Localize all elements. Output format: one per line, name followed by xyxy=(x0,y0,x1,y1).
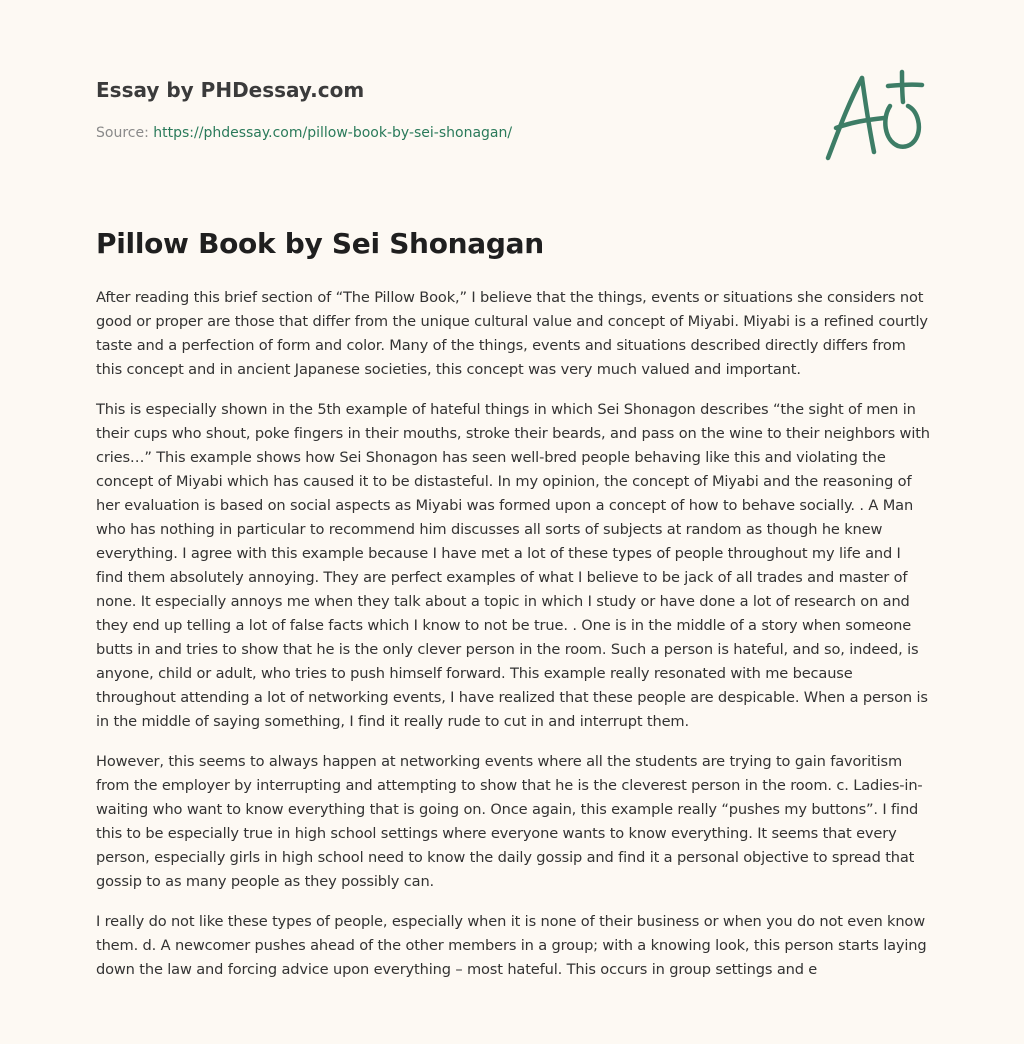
paragraph: After reading this brief section of “The Pillow Book,” I believe that the things, events or situations she considers not good or proper are those that differ from the unique cultural value and concept of Miyabi. Miyabi is a refined courtly taste and a perfection of form and color. Many of the things, events and situations described directly differs from this concept and in ancient Japanese societies, this concept was very much valued and important. xyxy=(96,289,928,378)
source-line xyxy=(96,122,796,144)
essay-title: Pillow Book by Sei Shonagan xyxy=(96,227,544,260)
source-link[interactable]: https://phdessay.com/pillow-book-by-sei-shonagan/ xyxy=(153,125,513,141)
a-plus-logo-icon xyxy=(822,66,926,164)
paragraph: However, this seems to always happen at networking events where all the students are trying to gain favoritism from the employer by interrupting and attempting to show that he is the cleverest person in the room. c. Ladies-in-waiting who want to know everything that is going on. Once again, this example really “pushes my buttons”. I find this to be especially true in high school settings where everyone wants to know everything. It seems that every person, especially girls in high school need to know the daily gossip and find it a personal objective to spread that gossip to as many people as they possibly can. xyxy=(96,753,923,890)
paragraph: I really do not like these types of people, especially when it is none of their business or when you do not even know them. d. A newcomer pushes ahead of the other members in a group; with a knowing look, this person starts laying down the law and forcing advice upon everything – most hateful. This occurs in group settings and e xyxy=(96,913,927,978)
essay-header xyxy=(96,74,796,144)
essay-body xyxy=(96,286,932,998)
site-title: Essay by PHDessay.com xyxy=(96,78,365,102)
paragraph: This is especially shown in the 5th example of hateful things in which Sei Shonagon describes “the sight of men in their cups who shout, poke fingers in their mouths, stroke their beards, and pass on the wine to their neighbors with cries…” This example shows how Sei Shonagon has seen well-bred people behaving like this and violating the concept of Miyabi which has caused it to be distasteful. In my opinion, the concept of Miyabi and the reasoning of her evaluation is based on social aspects as Miyabi was formed upon a concept of how to behave socially. . A Man who has nothing in particular to recommend him discusses all sorts of subjects at random as though he knew everything. I agree with this example because I have met a lot of these types of people throughout my life and I find them absolutely annoying. They are perfect examples of what I believe to be jack of all trades and master of none. It especially annoys me when they talk about a topic in which I study or have done a lot of research on and they end up telling a lot of false facts which I know to not be true. . One is in the middle of a story when someone butts in and tries to show that he is the only clever person in the room. Such a person is hateful, and so, indeed, is anyone, child or adult, who tries to push himself forward. This example really resonated with me because throughout attending a lot of networking events, I have realized that these people are despicable. When a person is in the middle of saying something, I find it really rude to cut in and interrupt them. xyxy=(96,401,930,730)
source-label: Source: xyxy=(96,125,154,141)
